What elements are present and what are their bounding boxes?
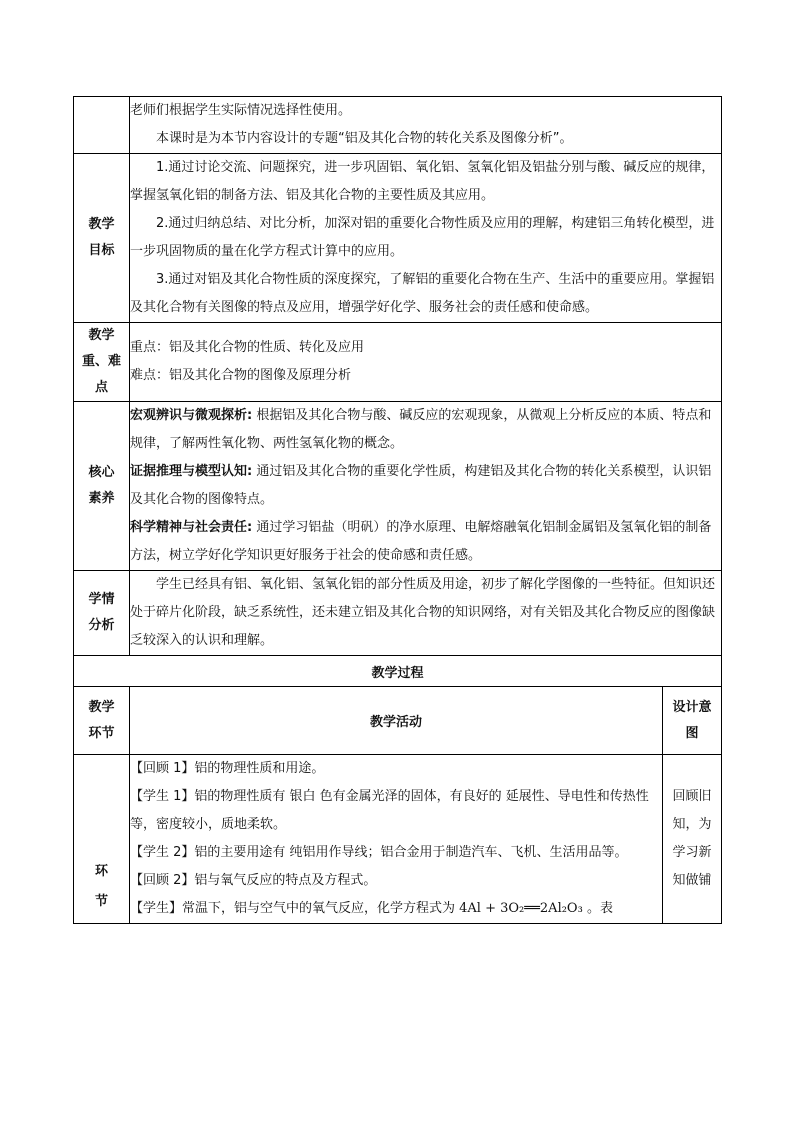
process-heading: 教学过程 [74, 656, 722, 687]
analysis-label: 学情 分析 [74, 571, 130, 656]
analysis-content [130, 571, 722, 656]
goals-label: 教学 目标 [74, 154, 130, 323]
analysis-row [74, 571, 722, 656]
key-points-content [130, 323, 722, 402]
intro-content [130, 97, 722, 154]
intent-cell [663, 755, 722, 924]
difficulty-point: 难点：铝及其化合物的图像及原理分析 [130, 368, 352, 383]
literacy-label: 核心 素养 [74, 402, 130, 571]
activity-column-header: 教学活动 [130, 687, 663, 755]
lesson-plan-table [73, 96, 722, 924]
stage-cell: 环 节 [74, 755, 130, 924]
goals-row [74, 154, 722, 323]
chemical-equation: 4Al + 3O₂══2Al₂O₃ [459, 901, 583, 916]
literacy-item-3: 科学精神与社会责任: 通过学习铝盐（明矾）的净水原理、电解熔融氧化铝制金属铝及氢氧化铝的制备方法，树立学好化学知识更好服务于社会的使命感和责任感。 [130, 520, 712, 563]
intro-row [74, 97, 722, 154]
process-header-row [74, 687, 722, 755]
intent-line-2: 知，为 [672, 817, 712, 832]
goal-item-2: 2.通过归纳总结、对比分析，加深对铝的重要化合物性质及应用的理解，构建铝三角转化模型，进一步巩固物质的量在化学方程式计算中的应用。 [130, 216, 715, 259]
literacy-item-1: 宏观辨识与微观探析: 根据铝及其化合物与酸、碱反应的宏观现象，从微观上分析反应的本质、特点和规律，了解两性氧化物、两性氢氧化物的概念。 [130, 408, 712, 451]
key-points-row [74, 323, 722, 402]
literacy-row [74, 402, 722, 571]
focus-point: 重点：铝及其化合物的性质、转化及应用 [130, 340, 365, 355]
stage-column-header: 教学 环节 [74, 687, 130, 755]
goals-content [130, 154, 722, 323]
intent-line-3: 学习新 [672, 845, 712, 860]
student-2: 【学生 2】铝的主要用途有 纯铝用作导线；铝合金用于制造汽车、飞机、生活用品等。 [130, 845, 628, 860]
intro-line-2: 本课时是为本节内容设计的专题“铝及其化合物的转化关系及图像分析”。 [156, 131, 573, 146]
activity-cell [130, 755, 663, 924]
intent-line-4: 知做铺 [672, 873, 712, 888]
student-1: 【学生 1】铝的物理性质有 银白 色有金属光泽的固体，有良好的 延展性、导电性和传热性 等，密度较小，质地柔软。 [130, 789, 649, 832]
process-heading-row [74, 656, 722, 687]
intent-line-1: 回顾旧 [672, 789, 712, 804]
intro-line-1: 老师们根据学生实际情况选择性使用。 [130, 103, 352, 118]
student-3: 【学生】常温下，铝与空气中的氧气反应，化学方程式为 4Al + 3O₂══2Al₂O₃ 。表 [130, 901, 613, 916]
review-1: 【回顾 1】铝的物理性质和用途。 [130, 761, 325, 776]
intro-label-cell [74, 97, 130, 154]
process-row-1 [74, 755, 722, 924]
goal-item-1: 1.通过讨论交流、问题探究，进一步巩固铝、氧化铝、氢氧化铝及铝盐分别与酸、碱反应的规律，掌握氢氧化铝的制备方法、铝及其化合物的主要性质及其应用。 [130, 160, 715, 203]
goal-item-3: 3.通过对铝及其化合物性质的深度探究，了解铝的重要化合物在生产、生活中的重要应用。掌握铝及其化合物有关图像的特点及应用，增强学好化学、服务社会的责任感和使命感。 [130, 272, 715, 315]
key-points-label: 教学 重、难 点 [74, 323, 130, 402]
analysis-text: 学生已经具有铝、氧化铝、氢氧化铝的部分性质及用途，初步了解化学图像的一些特征。但知识还处于碎片化阶段，缺乏系统性，还未建立铝及其化合物的知识网络，对有关铝及其化合物反应的图像缺乏较深入的认识和理解。 [130, 577, 716, 648]
intent-column-header: 设计意 图 [663, 687, 722, 755]
literacy-item-2: 证据推理与模型认知: 通过铝及其化合物的重要化学性质，构建铝及其化合物的转化关系模型，认识铝及其化合物的图像特点。 [130, 464, 712, 507]
literacy-content [130, 402, 722, 571]
review-2: 【回顾 2】铝与氧气反应的特点及方程式。 [130, 873, 377, 888]
